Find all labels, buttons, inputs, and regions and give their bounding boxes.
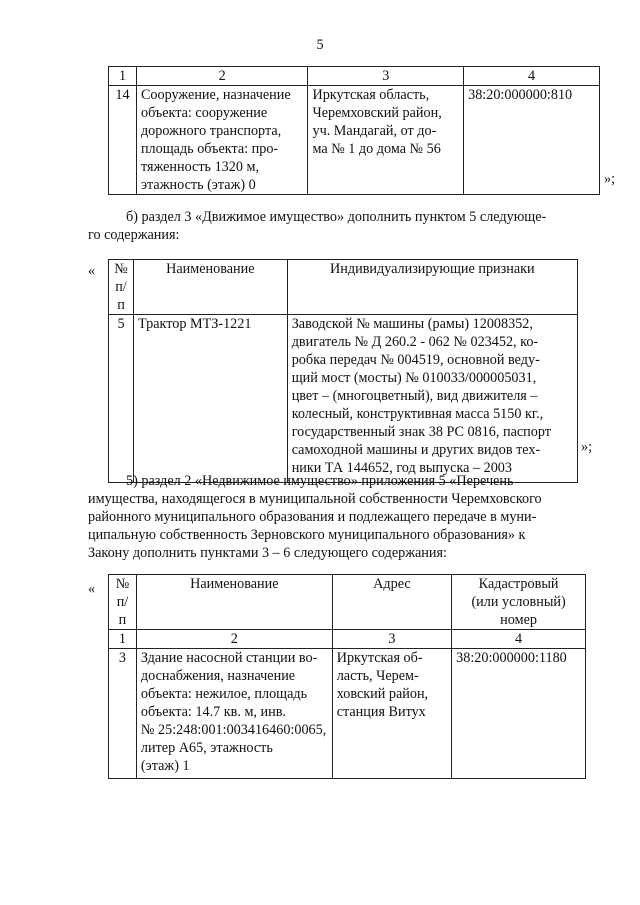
object-address: Иркутская область, Черемховский район, уч. Мандагай, от до- ма № 1 до дома № 56 [308, 86, 464, 195]
column-index: 3 [308, 67, 464, 86]
table-index-row [109, 630, 586, 649]
column-header: Кадастровый (или условный) номер [452, 575, 586, 630]
identifying-features: Заводской № машины (рамы) 12008352, двигатель № Д 260.2 - 062 № 023452, ко- робка передач № 004519, основной веду- щий мост (мосты) № 010033/000005031, цвет – (многоцветный), вид движителя – колесный, конструктивная масса 5150 кг., государственный знак 38 РС 0816, паспорт самоходной машины и других видов тех- ники ТА 144652, год выпуска – 2003 [287, 315, 577, 483]
column-index: 1 [109, 67, 137, 86]
table-row [109, 649, 586, 779]
table-row [109, 315, 578, 483]
column-index: 4 [452, 630, 586, 649]
column-index: 3 [332, 630, 451, 649]
property-table-continued [108, 66, 600, 195]
column-index: 1 [109, 630, 137, 649]
column-index: 2 [136, 630, 332, 649]
row-number: 14 [109, 86, 137, 195]
column-header: Адрес [332, 575, 451, 630]
movable-property-table [108, 259, 578, 483]
opening-quote: « [88, 581, 96, 597]
column-header: № п/п [109, 575, 137, 630]
opening-quote: « [88, 263, 96, 279]
real-estate-table [108, 574, 586, 779]
cadastral-number: 38:20:000000:810 [464, 86, 600, 195]
column-header: Наименование [136, 575, 332, 630]
column-header: № п/п [109, 260, 134, 315]
row-number: 3 [109, 649, 137, 779]
row-number: 5 [109, 315, 134, 483]
column-header: Индивидуализирующие признаки [287, 260, 577, 315]
table-row [109, 86, 600, 195]
object-name: Сооружение, назначение объекта: сооружение дорожного транспорта, площадь объекта: про- тяженность 1320 м, этажность (этаж) 0 [136, 86, 308, 195]
closing-quote: »; [581, 439, 593, 455]
table-header-row [109, 260, 578, 315]
object-address: Иркутская об- ласть, Черем- ховский район, станция Витух [332, 649, 451, 779]
object-name: Здание насосной станции во- доснабжения, назначение объекта: нежилое, площадь объекта: 14.7 кв. м, инв. № 25:248:001:003416460:0065, литер А65, этажность (этаж) 1 [136, 649, 332, 779]
object-name: Трактор МТЗ-1221 [133, 315, 287, 483]
closing-quote: »; [604, 171, 616, 187]
table-index-row [109, 67, 600, 86]
column-index: 2 [136, 67, 308, 86]
column-index: 4 [464, 67, 600, 86]
page-number: 5 [316, 37, 324, 53]
column-header: Наименование [133, 260, 287, 315]
table-header-row [109, 575, 586, 630]
paragraph-b: б) раздел 3 «Движимое имущество» дополнить пунктом 5 следующе- го содержания: [88, 209, 547, 243]
cadastral-number: 38:20:000000:1180 [452, 649, 586, 779]
paragraph-5: 5) раздел 2 «Недвижимое имущество» приложения 5 «Перечень имущества, находящегося в муниципальной собственности Черемховского районного муниципального образования и подлежащего передаче в муни- ципальную собственность Зерновского муниципального образования» к Закону дополнить пунктами 3 – 6 следующего содержания: [88, 473, 542, 561]
